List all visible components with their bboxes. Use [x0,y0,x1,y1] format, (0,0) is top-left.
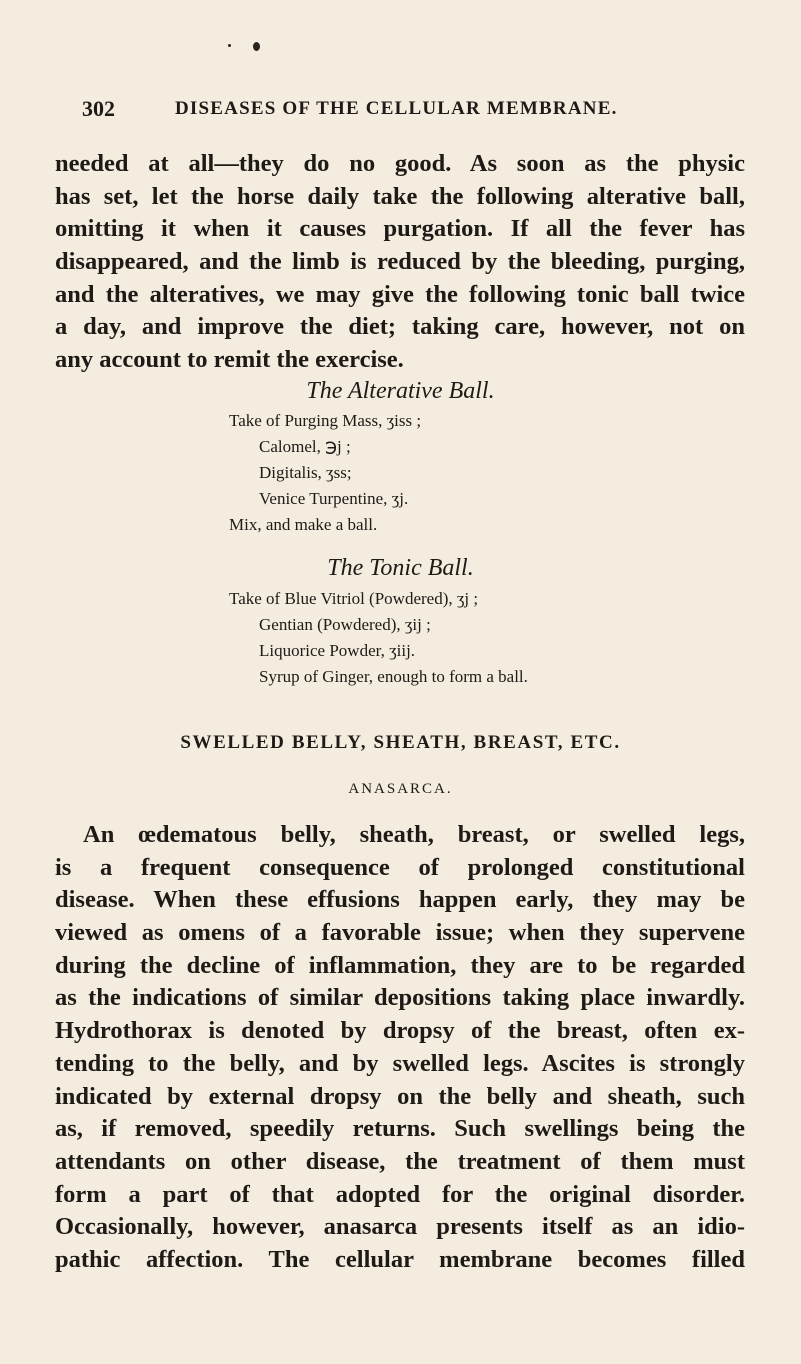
text-line: attendants on other disease, the treatment of them must [55,1147,745,1175]
recipe-line: Syrup of Ginger, enough to form a ball. [259,667,528,686]
text-line: during the decline of inflammation, they are to be regarded [55,951,745,979]
recipe-line: Take of Purging Mass, ʒiss ; [229,411,422,430]
paragraph-anasarca [55,819,745,1277]
paragraph-intro [55,148,745,377]
running-head: DISEASES OF THE CELLULAR MEMBRANE. [175,98,618,119]
text-line: viewed as omens of a favorable issue; when they supervene [55,919,745,947]
recipe-line: Liquorice Powder, ʒiij. [259,641,416,660]
text-line: has set, let the horse daily take the following alterative ball, [55,182,745,210]
section-heading: SWELLED BELLY, SHEATH, BREAST, ETC. [180,732,621,753]
text-line: any account to remit the exercise. [55,346,404,374]
page-header [82,96,741,130]
text-line: and the alteratives, we may give the following tonic ball twice [55,280,745,308]
ink-dot [228,44,231,47]
text-line: disappeared, and the limb is reduced by the bleeding, purging, [55,248,745,276]
section-subheading: ANASARCA. [348,781,453,797]
text-line: is a frequent consequence of prolonged constitutional [55,853,745,881]
text-line: pathic affection. The cellular membrane becomes filled [55,1245,745,1273]
text-line: Hydrothorax is denoted by dropsy of the breast, often ex- [55,1017,745,1045]
recipe-line: Gentian (Powdered), ʒij ; [259,615,431,634]
recipe-line: Digitalis, ʒss; [259,463,352,482]
text-line: form a part of that adopted for the original disorder. [55,1180,745,1208]
text-line: An œdematous belly, sheath, breast, or swelled legs, [83,821,745,848]
text-line: disease. When these effusions happen early, they may be [55,886,745,914]
text-line: needed at all—they do no good. As soon as the physic [55,150,745,177]
tonic-ball-title: The Tonic Ball. [327,555,474,581]
text-line: Occasionally, however, anasarca presents itself as an idio- [55,1213,745,1241]
recipe-line: Venice Turpentine, ʒj. [259,489,409,508]
text-line: omitting it when it causes purgation. If all the fever has [55,215,745,243]
ink-spot [253,42,260,51]
page-number: 302 [82,96,115,121]
text-line: a day, and improve the diet; taking care, however, not on [55,313,745,341]
alterative-ball-title: The Alterative Ball. [306,378,495,404]
text-line: as, if removed, speedily returns. Such swellings being the [55,1115,745,1143]
text-line: indicated by external dropsy on the belly and sheath, such [55,1082,745,1110]
recipe-line: Calomel, ℈j ; [259,437,351,456]
text-line: tending to the belly, and by swelled legs. Ascites is strongly [55,1049,745,1077]
recipe-line: Mix, and make a ball. [229,515,378,534]
text-line: as the indications of similar depositions taking place inwardly. [55,984,745,1012]
recipe-line: Take of Blue Vitriol (Powdered), ʒj ; [229,589,479,608]
